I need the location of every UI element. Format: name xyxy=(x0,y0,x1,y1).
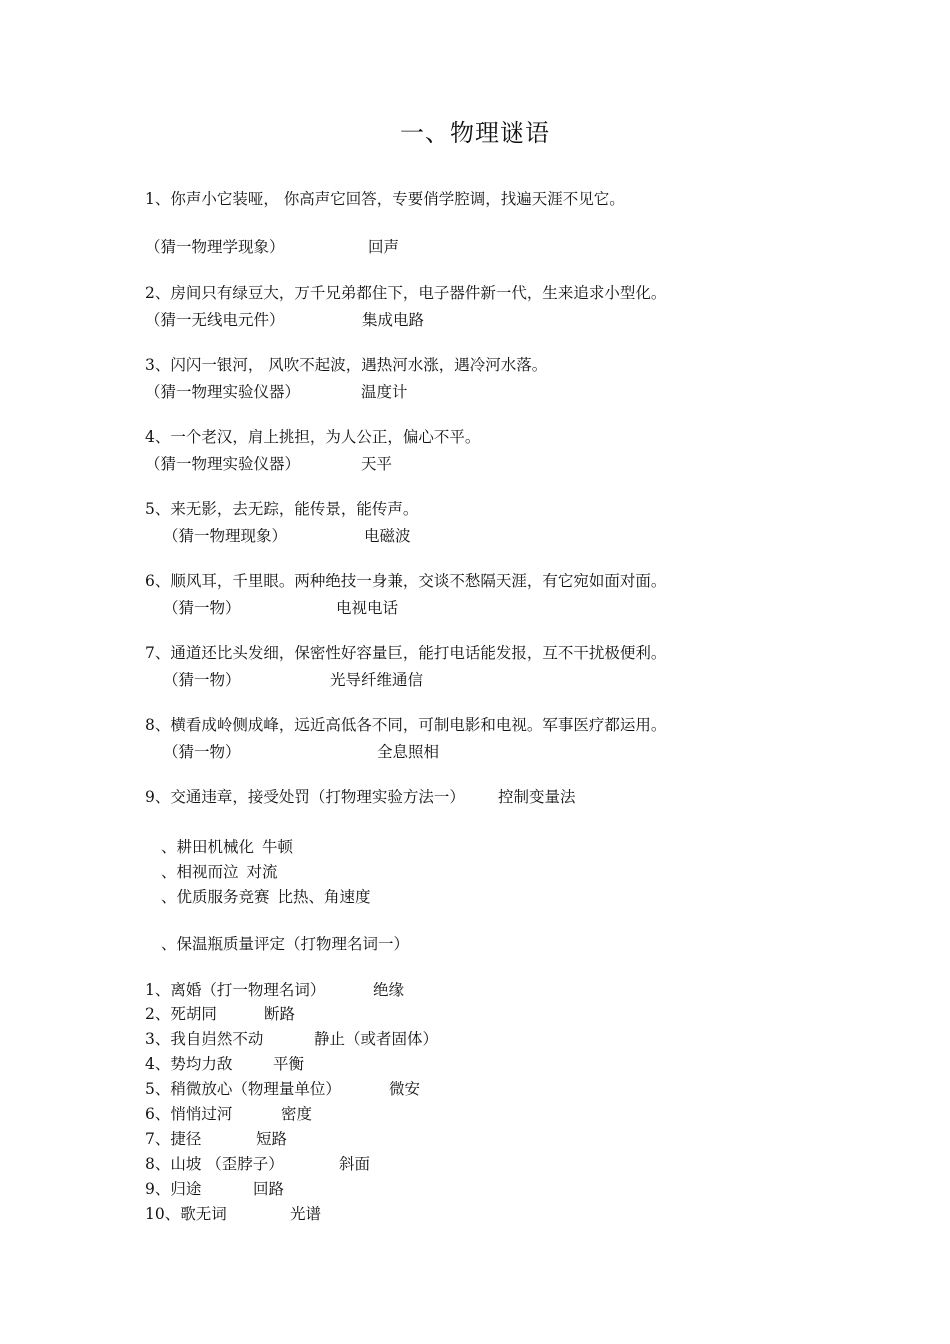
word-question-2: 2、死胡同 xyxy=(145,1005,217,1023)
word-question-10: 10、歌无词 xyxy=(145,1205,227,1223)
word-question-9: 9、归途 xyxy=(145,1180,202,1198)
word-question-6: 6、悄悄过河 xyxy=(145,1105,233,1123)
extra-answer-2: 对流 xyxy=(246,863,278,881)
riddle-question-8: 8、横看成岭侧成峰，远近高低各不同，可制电影和电视。军事医疗都运用。 xyxy=(145,716,667,734)
word-answer-10: 光谱 xyxy=(290,1205,322,1223)
word-answer-8: 斜面 xyxy=(339,1155,371,1173)
extra-riddle-2 xyxy=(161,861,278,883)
riddle-hint-5: （猜一物理现象） xyxy=(163,527,288,545)
riddle-hint-7: （猜一物） xyxy=(163,671,241,689)
riddle-question-9: 9、交通违章，接受处罚（打物理实验方法一） xyxy=(145,788,465,806)
word-answer-4: 平衡 xyxy=(273,1055,305,1073)
riddle-hint-1: （猜一物理学现象） xyxy=(145,238,285,256)
riddle-answer-6: 电视电话 xyxy=(336,599,399,617)
thermos-riddle: 、保温瓶质量评定（打物理名词一） xyxy=(161,935,410,953)
riddle-hint-3: （猜一物理实验仪器） xyxy=(145,383,301,401)
extra-riddle-3 xyxy=(161,886,371,908)
word-answer-9: 回路 xyxy=(253,1180,285,1198)
riddle-hint-4: （猜一物理实验仪器） xyxy=(145,455,301,473)
extra-question-3: 、优质服务竞赛 xyxy=(161,888,270,906)
riddle-answer-8: 全息照相 xyxy=(377,743,440,761)
riddle-answer-7: 光导纤维通信 xyxy=(330,671,424,689)
riddle-question-7: 7、通道还比头发细，保密性好容量巨，能打电话能发报，互不干扰极便利。 xyxy=(145,644,667,662)
word-question-7: 7、捷径 xyxy=(145,1130,202,1148)
riddle-answer-3: 温度计 xyxy=(361,383,408,401)
riddle-question-4: 4、一个老汉，肩上挑担，为人公正，偏心不平。 xyxy=(145,428,481,446)
riddle-answer-2: 集成电路 xyxy=(362,311,425,329)
riddle-answer-4: 天平 xyxy=(361,455,393,473)
word-question-5: 5、稍微放心（物理量单位） xyxy=(145,1080,341,1098)
word-question-3: 3、我自岿然不动 xyxy=(145,1030,264,1048)
extra-answer-1: 牛顿 xyxy=(262,838,294,856)
riddle-hint-6: （猜一物） xyxy=(163,599,241,617)
riddle-question-1: 1、你声小它装哑， 你高声它回答，专要俏学腔调，找遍天涯不见它。 xyxy=(145,190,625,208)
extra-riddle-1 xyxy=(161,836,293,858)
riddle-question-6: 6、顺风耳，千里眼。两种绝技一身兼，交谈不愁隔天涯，有它宛如面对面。 xyxy=(145,572,667,590)
extra-question-1: 、耕田机械化 xyxy=(161,838,255,856)
word-answer-1: 绝缘 xyxy=(373,981,405,999)
word-question-4: 4、势均力敌 xyxy=(145,1055,233,1073)
word-answer-3: 静止（或者固体） xyxy=(314,1030,439,1048)
riddle-question-2: 2、房间只有绿豆大，万千兄弟都住下，电子器件新一代，生来追求小型化。 xyxy=(145,284,667,302)
word-question-1: 1、离婚（打一物理名词） xyxy=(145,981,326,999)
word-answer-5: 微安 xyxy=(389,1080,421,1098)
riddle-hint-8: （猜一物） xyxy=(163,743,241,761)
word-answer-6: 密度 xyxy=(281,1105,313,1123)
riddle-question-3: 3、闪闪一银河， 风吹不起波，遇热河水涨，遇冷河水落。 xyxy=(145,356,548,374)
word-answer-7: 短路 xyxy=(256,1130,288,1148)
riddle-answer-1: 回声 xyxy=(368,238,400,256)
word-answer-2: 断路 xyxy=(264,1005,296,1023)
extra-answer-3: 比热、角速度 xyxy=(277,888,371,906)
page-title: 一、物理谜语 xyxy=(400,119,550,147)
extra-question-2: 、相视而泣 xyxy=(161,863,239,881)
riddle-question-5: 5、来无影，去无踪，能传景，能传声。 xyxy=(145,500,419,518)
word-question-8: 8、山坡 （歪脖子） xyxy=(145,1155,284,1173)
riddle-hint-2: （猜一无线电元件） xyxy=(145,311,285,329)
riddle-answer-5: 电磁波 xyxy=(364,527,411,545)
riddle-answer-9: 控制变量法 xyxy=(498,788,576,806)
